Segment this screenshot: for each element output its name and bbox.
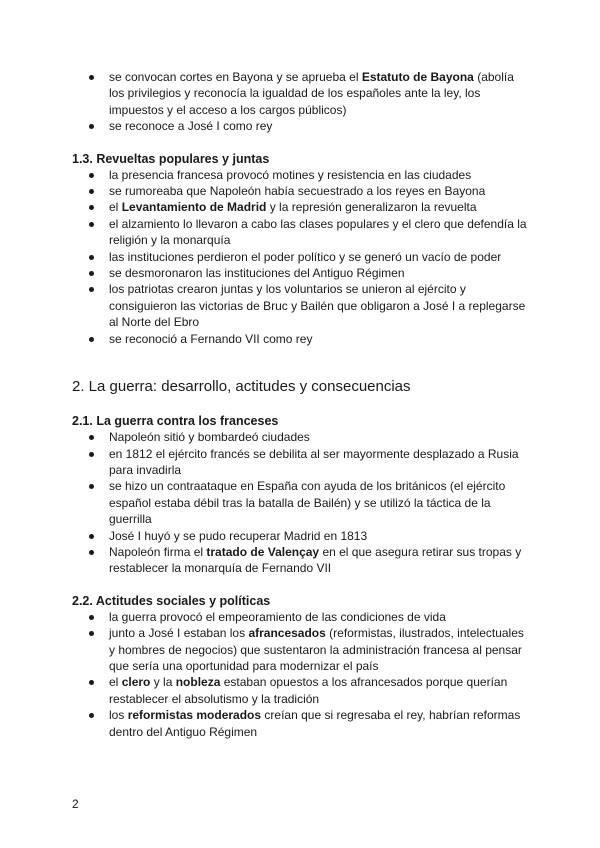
list-item (72, 609, 532, 625)
bullet-icon (89, 631, 94, 636)
bullet-icon (89, 287, 94, 292)
item-text: y la represión generalizaron la revuelta (266, 200, 477, 215)
list-item (72, 478, 532, 527)
list-item (72, 429, 532, 445)
list-item (72, 707, 532, 740)
bold-term: tratado de Valençay (206, 544, 320, 559)
bullet-icon (89, 271, 94, 276)
item-text: la guerra provocó el empeoramiento de las condiciones de vida (109, 609, 446, 624)
item-text: la presencia francesa provocó motines y resistencia en las ciudades (109, 167, 472, 182)
item-text: Napoleón firma el (109, 544, 207, 559)
bullet-icon (89, 435, 94, 440)
list-item (72, 528, 532, 544)
item-text: el (109, 675, 122, 690)
item-text: el (109, 200, 122, 215)
item-text: (abolía los privilegios y reconocía la igualdad de los españoles ante la ley, los impuestos y el acceso a los cargos públicos) (109, 70, 514, 117)
item-text: estaban opuestos a los afrancesados porque querían restablecer el absolutismo y la tradición (109, 675, 508, 706)
bullet-icon (89, 124, 94, 129)
bullet-icon (89, 452, 94, 457)
list-item (72, 625, 532, 674)
bold-term: clero (121, 675, 151, 690)
item-text: el alzamiento lo llevaron a cabo las clases populares y el clero que defendía la religión y la monarquía (109, 216, 527, 248)
bullet-list-actitudes (72, 609, 532, 740)
bullet-icon (89, 484, 94, 489)
heading-2: 2. La guerra: desarrollo, actitudes y consecuencias (72, 378, 411, 396)
list-item (72, 249, 532, 265)
bullet-icon (89, 173, 94, 178)
item-text: junto a José I estaban los (109, 626, 249, 641)
item-text: (reformistas, ilustrados, intelectuales y hombres de negocios) que sustentaron la administración francesa al pensar que sería una oportunidad para modernizar el país (109, 626, 524, 673)
heading-2-2: 2.2. Actitudes sociales y políticas (72, 593, 271, 608)
list-item (72, 544, 532, 577)
bullet-icon (89, 615, 94, 620)
bullet-list-guerra (72, 429, 532, 577)
bullet-icon (89, 337, 94, 342)
heading-1-3: 1.3. Revueltas populares y juntas (72, 151, 270, 166)
item-text: se convocan cortes en Bayona y se aprueba el (109, 70, 362, 84)
bold-term: Estatuto de Bayona (361, 70, 474, 84)
item-text: se reconoce a José I como rey (109, 119, 273, 134)
list-item (72, 118, 532, 134)
list-item (72, 265, 532, 281)
item-text: se hizo un contraataque en España con ayuda de los británicos (el ejército español estaba débil tras la batalla de Bailén) y se utilizó la táctica de la guerrilla (109, 479, 506, 527)
item-text: creían que si regresaba el rey, habrían reformas dentro del Antiguo Régimen (109, 708, 521, 739)
item-text: los patriotas crearon juntas y los voluntarios se unieron al ejército y consiguieron las victorias de Bruc y Bailén que obligaron a José I a replegarse al Norte del Ebro (109, 282, 526, 330)
list-item (72, 674, 532, 707)
bullet-icon (89, 255, 94, 260)
bold-term: afrancesados (248, 626, 326, 641)
bold-term: reformistas moderados (127, 708, 262, 723)
list-item (72, 281, 532, 330)
list-item (72, 69, 532, 118)
bold-term: nobleza (175, 675, 221, 690)
item-text: en 1812 el ejército francés se debilita al ser mayormente desplazado a Rusia para invadirla (109, 446, 519, 477)
bullet-icon (89, 680, 94, 685)
item-text: en el que asegura retirar sus tropas y restablecer la monarquía de Fernando VII (109, 544, 522, 576)
item-text: José I huyó y se pudo recuperar Madrid en 1813 (109, 528, 368, 543)
item-text: se desmoronaron las instituciones del Antiguo Régimen (109, 266, 405, 281)
item-text: y la (150, 675, 176, 690)
item-text: los (109, 708, 128, 723)
page-number: 2 (72, 797, 79, 811)
list-item (72, 167, 532, 183)
bullet-icon (89, 550, 94, 555)
list-item (72, 183, 532, 199)
bullet-icon (89, 205, 94, 210)
bullet-list-estatuto (72, 69, 532, 135)
list-item (72, 446, 532, 479)
list-item (72, 331, 532, 347)
bullet-list-revueltas (72, 167, 532, 347)
bullet-icon (89, 75, 94, 80)
item-text: se reconoció a Fernando VII como rey (109, 331, 313, 346)
item-text: las instituciones perdieron el poder político y se generó un vacío de poder (109, 249, 502, 264)
bullet-icon (89, 713, 94, 718)
list-item (72, 216, 532, 249)
bullet-icon (89, 534, 94, 539)
list-item (72, 199, 532, 215)
bullet-icon (89, 189, 94, 194)
item-text: Napoleón sitió y bombardeó ciudades (109, 430, 310, 445)
heading-2-1: 2.1. La guerra contra los franceses (72, 414, 279, 429)
document-content (72, 69, 532, 740)
bullet-icon (89, 222, 94, 227)
item-text: se rumoreaba que Napoleón había secuestrado a los reyes en Bayona (109, 184, 486, 199)
bold-term: Levantamiento de Madrid (121, 200, 267, 215)
